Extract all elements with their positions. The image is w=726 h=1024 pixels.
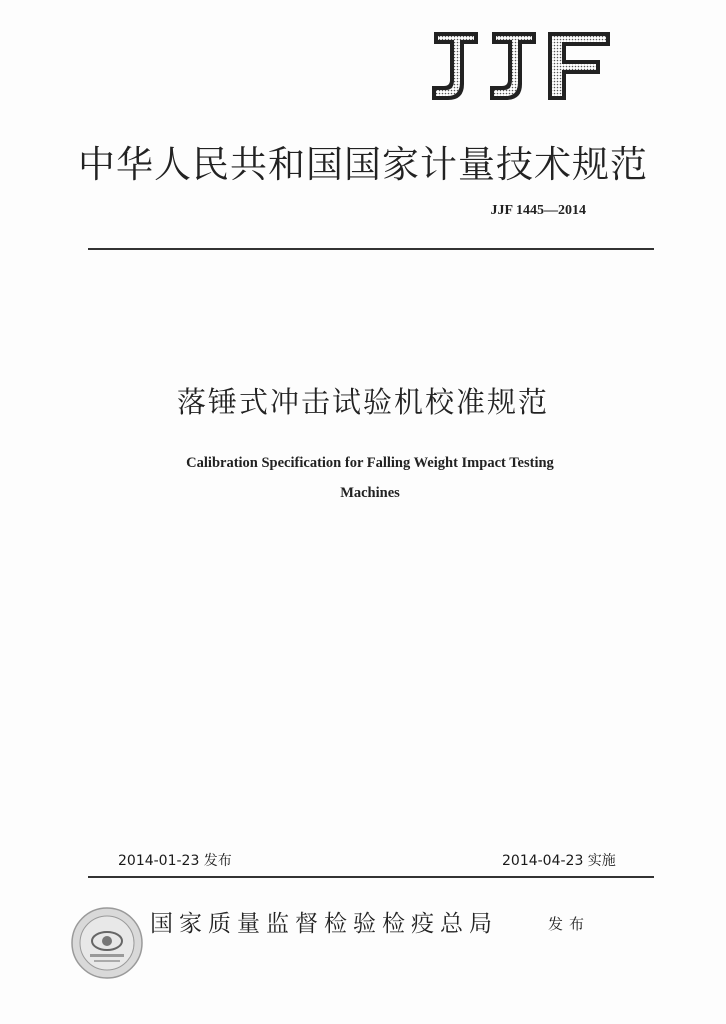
document-title-chinese: 落锤式冲击试验机校准规范 [176, 385, 549, 419]
top-divider [88, 248, 654, 250]
issue-date: 2014-01-23 发布 [118, 853, 232, 869]
jjf-logo-icon [424, 28, 614, 108]
document-title-english [0, 448, 726, 508]
effective-date: 2014-04-23 实施 [502, 853, 616, 869]
english-title-line-1: Calibration Specification for Falling Weight Impact Testing [186, 455, 554, 471]
bottom-divider [88, 876, 654, 878]
publish-label: 发布 [548, 915, 591, 933]
english-title-line-2: Machines [340, 485, 400, 501]
official-seal-icon [70, 906, 144, 980]
jjf-logo [424, 28, 614, 108]
document-code: JJF 1445—2014 [490, 203, 586, 218]
issuing-authority-title: 中华人民共和国国家计量技术规范 [78, 143, 648, 186]
publisher-name: 国家质量监督检验检疫总局 [150, 911, 498, 937]
